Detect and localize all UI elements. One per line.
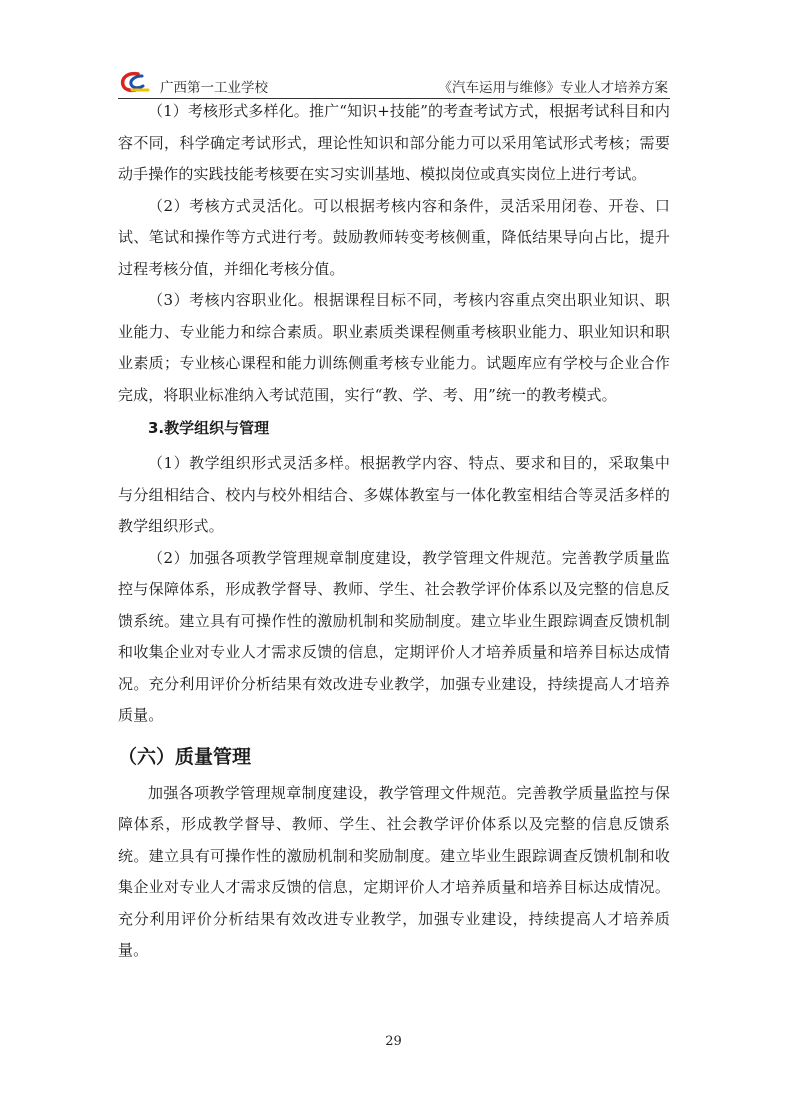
document-title: 《汽车运用与维修》专业人才培养方案 [438,80,668,96]
school-logo-icon [118,70,152,94]
paragraph-assessment-method: （2）考核方式灵活化。可以根据考核内容和条件，灵活采用闭卷、开卷、口试、笔试和操作等方式进行考。鼓励教师转变考核侧重，降低结果导向占比，提升过程考核分值，并细化考核分值。 [118,196,670,278]
subheading-teaching-organization: 3.教学组织与管理 [148,419,270,437]
paragraph-assessment-content: （3）考核内容职业化。根据课程目标不同，考核内容重点突出职业知识、职业能力、专业能力和综合素质。职业素质类课程侧重考核职业能力、职业知识和职业素质；专业核心课程和能力训练侧重考核专业能力。试题库应有学校与企业合作完成，将职业标准纳入考试范围，实行“教、学、考、用”统一的教考模式。 [118,291,670,404]
page-content [118,96,670,967]
paragraph-quality-management: 加强各项教学管理规章制度建设，教学管理文件规范。完善教学质量监控与保障体系，形成教学督导、教师、学生、社会教学评价体系以及完整的信息反馈系统。建立具有可操作性的激励机制和奖励制度。建立毕业生跟踪调查反馈机制和收集企业对专业人才需求反馈的信息，定期评价人才培养质量和培养目标达成情况。充分利用评价分析结果有效改进专业教学，加强专业建设，持续提高人才培养质量。 [118,783,670,959]
paragraph-teaching-forms: （1）教学组织形式灵活多样。根据教学内容、特点、要求和目的，采取集中与分组相结合、校内与校外相结合、多媒体教室与一体化教室相结合等灵活多样的教学组织形式。 [118,454,670,535]
page-header [118,70,670,99]
paragraph-assessment-form: （1）考核形式多样化。推广“知识+技能”的考查考试方式，根据考试科目和内容不同，科学确定考试形式，理论性知识和部分能力可以采用笔试形式考核；需要动手操作的实践技能考核要在实习实训基地、模拟岗位或真实岗位上进行考试。 [118,102,670,183]
school-name: 广西第一工业学校 [160,80,268,96]
section-heading-quality-management: （六）质量管理 [118,745,252,768]
page-number: 29 [385,1034,402,1049]
paragraph-teaching-management: （2）加强各项教学管理规章制度建设，教学管理文件规范。完善教学质量监控与保障体系，形成教学督导、教师、学生、社会教学评价体系以及完整的信息反馈系统。建立具有可操作性的激励机制和奖励制度。建立毕业生跟踪调查反馈机制和收集企业对专业人才需求反馈的信息，定期评价人才培养质量和培养目标达成情况。充分利用评价分析结果有效改进专业教学，加强专业建设，持续提高人才培养质量。 [118,548,670,724]
